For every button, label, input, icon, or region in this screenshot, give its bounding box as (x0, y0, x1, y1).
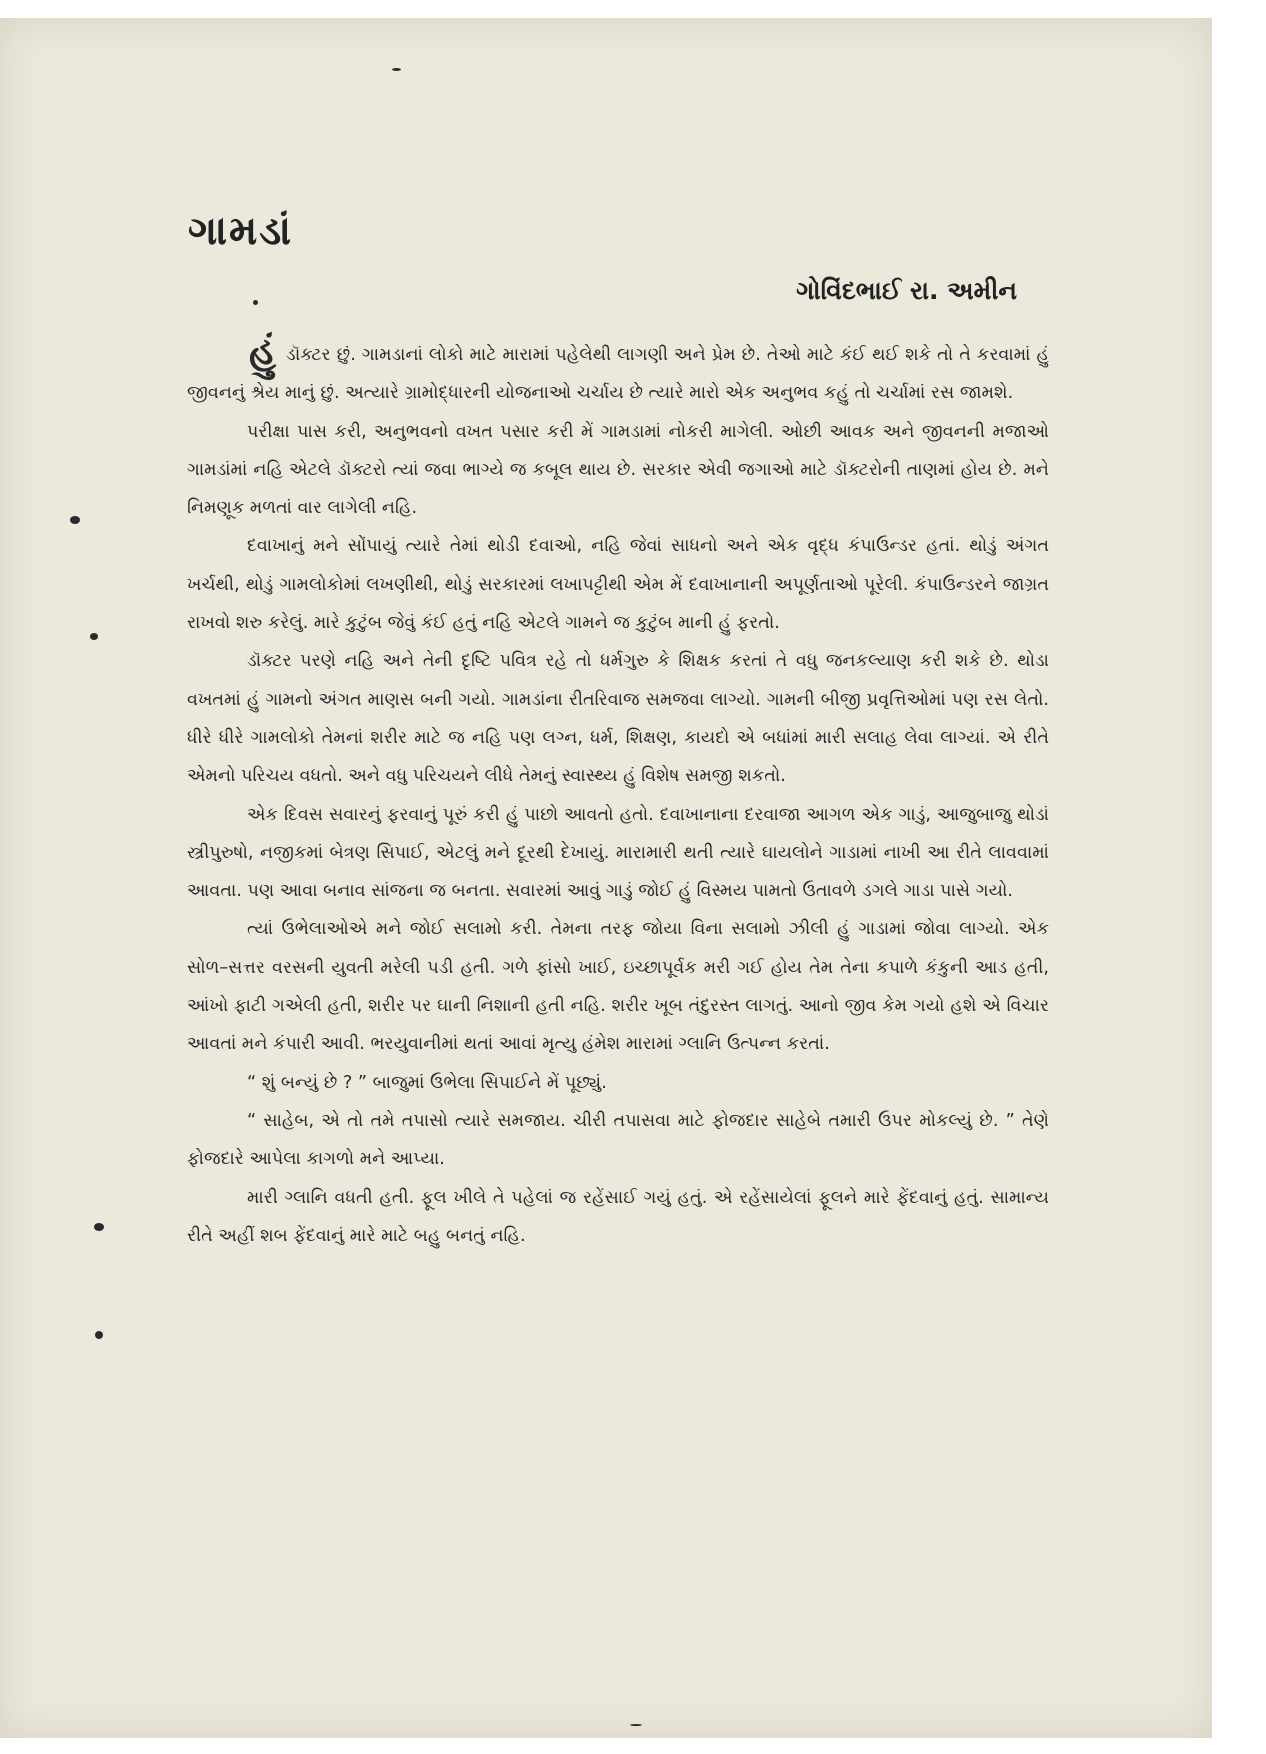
punch-hole-mark (70, 516, 80, 524)
article-author: ગોવિંદભાઈ રા. અમીન (796, 276, 1017, 305)
document-page (0, 18, 1212, 1738)
paragraph: ત્યાં ઉભેલાઓએ મને જોઈ સલામો કરી. તેમના તરફ જોયા વિના સલામો ઝીલી હું ગાડામાં જોવા લાગ્યો. એક સોળ–સત્તર વરસની યુવતી મરેલી પડી હતી. ગળે ફાંસો ખાઈ, ઇચ્છાપૂર્વક મરી ગઈ હોય તેમ તેના કપાળે કંકુની આડ હતી, આંખો ફાટી ગએલી હતી, શરીર પર ઘાની નિશાની હતી નહિ. શરીર ખૂબ તંદુરસ્ત લાગતું. આનો જીવ કેમ ગયો હશે એ વિચાર આવતાં મને કંપારી આવી. ભરયુવાનીમાં થતાં આવાં મૃત્યુ હંમેશ મારામાં ગ્લાનિ ઉત્પન્ન કરતાં. (187, 919, 1049, 1055)
punch-hole-mark (94, 1223, 104, 1231)
punch-hole-mark (90, 633, 98, 640)
paragraph: દવાખાનું મને સોંપાયું ત્યારે તેમાં થોડી દવાઓ, નહિ જેવાં સાધનો અને એક વૃદ્ધ કંપાઉન્ડર હતાં. થોડું અંગત ખર્ચથી, થોડું ગામલોકોમાં લખણીથી, થોડું સરકારમાં લખાપટ્ટીથી એમ મેં દવાખાનાની અપૂર્ણતાઓ પૂરેલી. કંપાઉન્ડરને જાગ્રત રાખવો શરુ કરેલું. મારે કુટુંબ જેવું કંઈ હતું નહિ એટલે ગામને જ કુટુંબ માની હું ફરતો. (187, 536, 1049, 634)
paragraph: મારી ગ્લાનિ વધતી હતી. ફૂલ ખીલે તે પહેલાં જ રહેંસાઈ ગયું હતું. એ રહેંસાયેલાં ફૂલને મારે ફેંદવાનું હતું. સામાન્ય રીતે અહીં શબ ફેંદવાનું મારે માટે બહુ બનતું નહિ. (187, 1187, 1049, 1246)
paragraph: પરીક્ષા પાસ કરી, અનુભવનો વખત પસાર કરી મેં ગામડામાં નોકરી માગેલી. ઓછી આવક અને જીવનની મજાઓ ગામડાંમાં નહિ એટલે ડૉક્ટરો ત્યાં જવા ભાગ્યે જ કબૂલ થાય છે. સરકાર એવી જગાઓ માટે ડૉક્ટરોની તાણમાં હોય છે. મને નિમણૂક મળતાં વાર લાગેલી નહિ. (187, 421, 1049, 519)
ink-speck (392, 68, 401, 71)
drop-cap: હું (249, 329, 277, 373)
paragraph (187, 329, 1049, 413)
paragraph: એક દિવસ સવારનું ફરવાનું પૂરું કરી હું પાછો આવતો હતો. દવાખાનાના દરવાજા આગળ એક ગાડું, આજુબાજુ થોડાં સ્ત્રીપુરુષો, નજીકમાં બેત્રણ સિપાઈ, એટલું મને દૂરથી દેખાયું. મારામારી થતી ત્યારે ઘાયલોને ગાડામાં નાખી આ રીતે લાવવામાં આવતા. પણ આવા બનાવ સાંજના જ બનતા. સવારમાં આવું ગાડું જોઈ હું વિસ્મય પામતો ઉતાવળે ડગલે ગાડા પાસે ગયો. (187, 804, 1049, 902)
dialogue-paragraph: “ શું બન્યું છે ? ” બાજુમાં ઉભેલા સિપાઈને મેં પૂછ્યું. (247, 1072, 607, 1093)
article-title: ગામડાં (188, 208, 293, 254)
ink-speck (630, 1724, 642, 1726)
punch-hole-mark (95, 1331, 103, 1339)
dialogue-paragraph: “ સાહેબ, એ તો તમે તપાસો ત્યારે સમજાય. ચીરી તપાસવા માટે ફોજદાર સાહેબે તમારી ઉપર મોકલ્યું છે. ” તેણે ફોજદારે આપેલા કાગળો મને આપ્યા. (187, 1110, 1049, 1170)
paragraph-text: ડૉક્ટર છું. ગામડાનાં લોકો માટે મારામાં પહેલેથી લાગણી અને પ્રેમ છે. તેઓ માટે કંઈ થઈ શકે તો તે કરવામાં હું જીવનનું શ્રેય માનું છું. અત્યારે ગ્રામોદ્ધારની યોજનાઓ ચર્ચાય છે ત્યારે મારો એક અનુભવ કહું તો ચર્ચામાં રસ જામશે. (187, 345, 1049, 404)
paragraph: ડૉક્ટર પરણે નહિ અને તેની દૃષ્ટિ પવિત્ર રહે તો ધર્મગુરુ કે શિક્ષક કરતાં તે વધુ જનકલ્યાણ કરી શકે છે. થોડા વખતમાં હું ગામનો અંગત માણસ બની ગયો. ગામડાંના રીતરિવાજ સમજવા લાગ્યો. ગામની બીજી પ્રવૃત્તિઓમાં પણ રસ લેતો. ધીરે ધીરે ગામલોકો તેમનાં શરીર માટે જ નહિ પણ લગ્ન, ધર્મ, શિક્ષણ, કાયદો એ બધાંમાં મારી સલાહ લેવા લાગ્યાં. એ રીતે એમનો પરિચય વધતો. અને વધુ પરિચયને લીધે તેમનું સ્વાસ્થ્ય હું વિશેષ સમજી શકતો. (187, 651, 1049, 787)
article-body (187, 329, 1049, 1255)
ink-speck (253, 300, 258, 305)
